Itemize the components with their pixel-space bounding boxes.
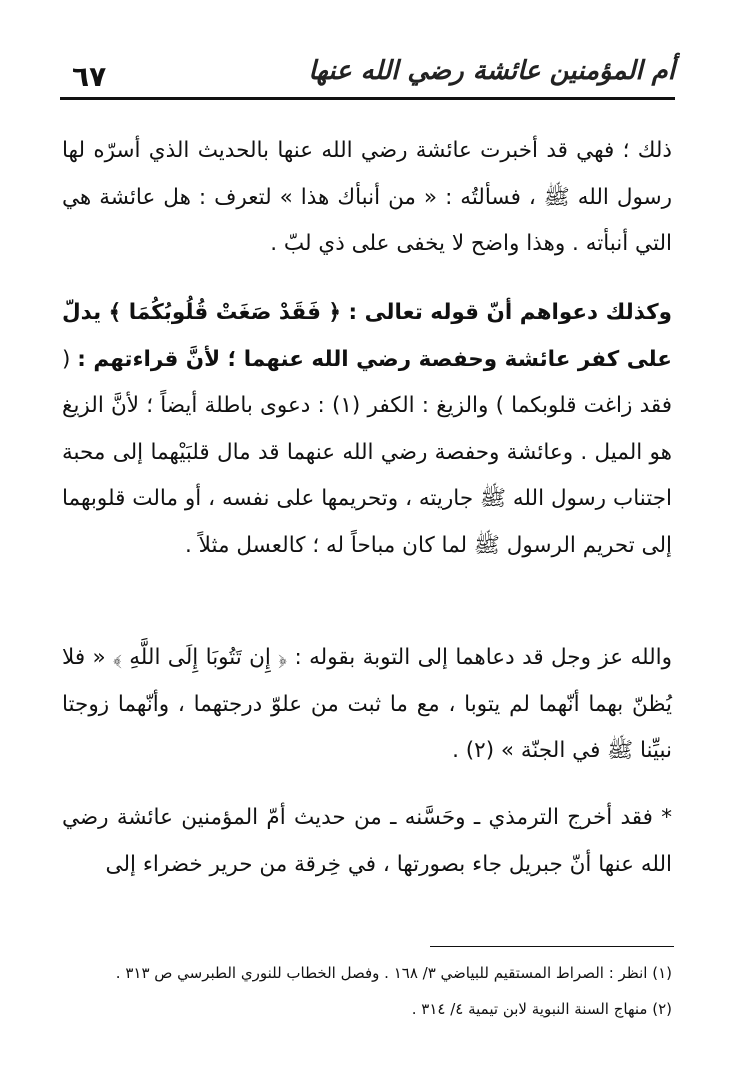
running-title: أم المؤمنين عائشة رضي الله عنها bbox=[308, 56, 675, 86]
footnote-2: (٢) منهاج السنة النبوية لابن تيمية ٤/ ٣١٤ . bbox=[411, 1000, 672, 1018]
paragraph-4-text: * فقد أخرج الترمذي ـ وحَسَّنه ـ من حديث أمّ المؤمنين عائشة رضي الله عنها أنّ جبريل جاء بصورتها ، في خِرقة من حرير خضراء إلى bbox=[62, 805, 672, 877]
footnotes bbox=[62, 955, 672, 1027]
footnote-1: (١) انظر : الصراط المستقيم للبياضي ٣/ ١٦٨ . وفصل الخطاب للنوري الطبرسي ص ٣١٣ . bbox=[115, 964, 672, 982]
page-header bbox=[60, 50, 675, 96]
paragraph-3 bbox=[62, 635, 672, 775]
paragraph-2-bold: وكذلك دعواهم أنّ قوله تعالى : ﴿ فَقَدْ صَغَتْ قُلُوبُكُمَا ﴾ يدلّ على كفر عائشة وحفصة رضي الله عنهما ؛ لأنَّ قراءتهم : bbox=[62, 300, 672, 372]
paragraph-3-text: والله عز وجل قد دعاهما إلى التوبة بقوله : ﴿ إِن تَتُوبَا إِلَى اللَّهِ ﴾ « فلا يُظنّ بهما أنّهما لم يتوبا ، مع ما ثبت من علوّ درجتهما ، وأنّهما زوجتا نبيِّنا ﷺ في الجنّة » (٢) . bbox=[62, 645, 672, 763]
paragraph-1 bbox=[62, 128, 672, 268]
paragraph-2 bbox=[62, 290, 672, 569]
header-rule bbox=[60, 97, 675, 100]
paragraph-2-text bbox=[62, 290, 672, 569]
page-number: ٦٧ bbox=[72, 60, 107, 93]
paragraph-4 bbox=[62, 795, 672, 888]
footnote-rule bbox=[430, 946, 674, 947]
paragraph-2-rest: ( فقد زاغت قلوبكما ) والزيغ : الكفر (١) : دعوى باطلة أيضاً ؛ لأنَّ الزيغ هو الميل . وعائشة وحفصة رضي الله عنهما قد مال قلبَيْهما إلى محبة اجتناب رسول الله ﷺ جاريته ، وتحريمها على نفسه ، أو مالت قلوبهما إلى تحريم الرسول ﷺ لما كان مباحاً له ؛ كالعسل مثلاً . bbox=[62, 346, 673, 558]
paragraph-1-text: ذلك ؛ فهي قد أخبرت عائشة رضي الله عنها بالحديث الذي أسرّه لها رسول الله ﷺ ، فسألتُه : « من أنبأك هذا » لتعرف : هل عائشة هي التي أنبأته . وهذا واضح لا يخفى على ذي لبّ . bbox=[62, 138, 672, 256]
